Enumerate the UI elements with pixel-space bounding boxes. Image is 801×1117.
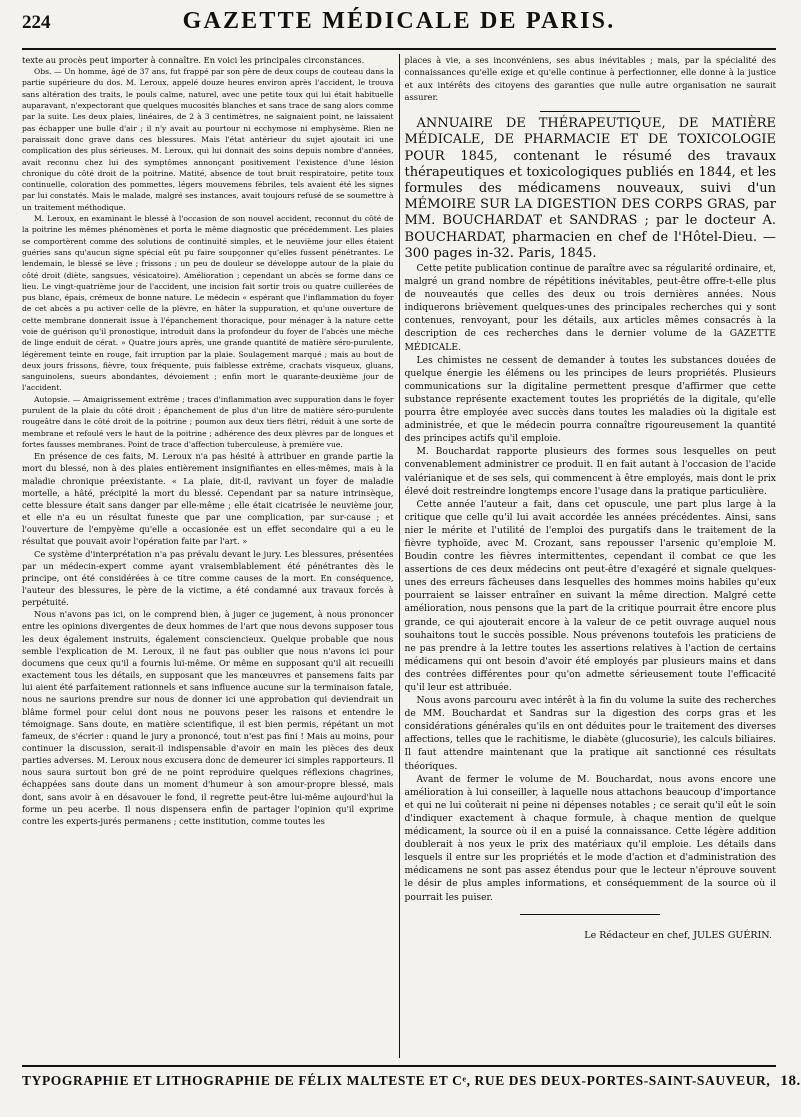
right-paragraph-2: Les chimistes ne cessent de demander à toutes les substances douées de quelque énergie les élémens ou les principes de leurs propriétés. Plusieurs communications sur la digitaline permettent presque d'affirmer que cette substance représente exactement toutes les propriétés de la digitale, qu'elle pourra être employée avec succès dans toutes les maladies où la digitale est administrée, et que le médecin pourra connaître rigoureusement la quantité des principes actifs qu'il emploie. [404,354,776,445]
columns [22,54,776,1058]
right-prelude-paragraph: places à vie, a ses inconvéniens, ses abus inévitables ; mais, par la spécialité des connaissances qu'elle exige et qu'elle continue à perfectionner, elle donne à la justice et aux intérêts des citoyens des garanties que nulle autre organisation ne saurait assurer. [404,55,776,102]
page-number: 224 [22,12,51,33]
right-column [399,54,777,1058]
masthead [22,8,776,50]
left-paragraph-3: M. Leroux, en examinant le blessé à l'occasion de son nouvel accident, reconnut du côté de la poitrine les mêmes phénomènes et porta le même diagnostic que précédemment. Les plaies se comportèrent comme des solutions de continuité simples, et le neuvième jour elles étaient guéries sans qu'aucun signe spécial eût pu faire soupçonner qu'elles fussent pénétrantes. Le lendemain, le blessé se lève ; frissons ; un peu de douleur se développe autour de la plaie du côté droit (diète, sangsues, vésicatoire). Amélioration ; cependant un abcès se forme dans ce lieu. Le vingt-quatrième jour de l'accident, une incision fait sortir trois ou quatre cuillerées de pus blanc, épais, crémeux de bonne nature. Le médecin « espérant que l'inflammation du foyer de cet abcès a pu activer celle de la plèvre, en hâter la suppuration, et qu'une ouverture de cette membrane donnerait issue à l'épanchement thoracique, pour ménager à la nature cette voie de guérison qu'il pronostique, introduit dans la profondeur du foyer de l'abcès une mèche de linge enduit de cérat. » Quatre jours après, une grande quantité de matière séro-purulente, légèrement teinte en rouge, fait irruption par la plaie. Soulagement marqué ; mais au bout de deux jours frissons, fièvre, toux fréquente, puis faiblesse extrême, crachats visqueux, gluans, sanguinolens, sueurs abondantes, dévoiement ; enfin mort le quarante-deuxième jour de l'accident. [22,214,394,393]
left-column [22,54,399,1058]
observation-paragraph: Obs. — Un homme, âgé de 37 ans, fut frappé par son père de deux coups de couteau dans la partie supérieure du dos. M. Leroux, appelé douze heures environ après l'accident, le trouva sans altération des traits, le pouls calme, naturel, avec une petite toux qui lui était habituelle auparavant, n'expectorant que quelques mucosités blanches et sans trace de sang alors comme par la suite. Les deux plaies, linéaires, de 2 à 3 centimètres, ne saignaient point, ne laissaient pas échapper une bulle d'air ; il n'y avait au pourtour ni ecchymose ni emphysème. Rien ne paraissait donc grave dans ces blessures. Mais l'état antérieur du sujet ajoutait ici une complication des plus sérieuses. M. Leroux, qui lui donnait des soins depuis nombre d'années, avait reconnu chez lui des symptômes annonçant positivement l'existence d'une lésion chronique du côté droit de la poitrine. Matité, absence de tout bruit respiratoire, petite toux continuelle, coloration des pommettes, légers mouvemens fébriles, tels avaient été les signes par lui constatés. Mais le malade, malgré ses instances, avait toujours refusé de se soumettre à un traitement méthodique. [22,67,394,212]
right-paragraph-1: Cette petite publication continue de paraître avec sa régularité ordinaire, et, malgré un grand nombre de répétitions inévitables, peut-être offre-t-elle plus de nouveautés que celles des deux ou trois dernières années. Nous indiquerons brièvement quelques-unes des principales recherches qui y sont contenues, renvoyant, pour les détails, aux articles mêmes consacrés à la description de ces recherches dans le dernier volume de la GAZETTE MÉDICALE. [404,263,776,353]
newspaper-title: GAZETTE MÉDICALE DE PARIS. [182,8,616,34]
section-divider [540,111,640,112]
right-paragraph-6: Avant de fermer le volume de M. Bouchardat, nous avons encore une amélioration à lui conseiller, à laquelle nous attachons beaucoup d'importance et qui ne lui coûterait ni peine ni dépenses notables ; ce serait qu'il eût le soin d'indiquer exactement à chaque formule, à chaque mention de quelque médicament, la source où il en a puisé la connaissance. Cette légère addition doublerait à nos yeux le prix des matériaux qu'il emploie. Les détails dans lesquels il entre sur les propriétés et le mode d'action et d'administration des médicamens ne sont pas assez étendus pour que le lecteur n'éprouve souvent le désir de plus amples informations, et conséquemment de la source où il pourrait les puiser. [404,773,776,903]
printer-footer [22,1065,801,1090]
closing-divider [520,914,660,915]
left-paragraph-7: Nous n'avons pas ici, on le comprend bien, à juger ce jugement, à nous prononcer entre les opinions divergentes de deux hommes de l'art que nous devons supposer tous les deux également instruits, également consciencieux. Quelque probable que nous semble l'explication de M. Leroux, il ne faut pas oublier que nous n'avons ici pour documens que ceux qu'il a fournis lui-même. Or même en supposant qu'il ait recueilli exactement tous les détails, en supposant que les manœuvres et pansemens faits par lui aient été parfaitement rationnels et sans influence aucune sur la terminaison fatale, nous ne saurions prendre sur nous de donner ici une approbation qui deviendrait un blâme formel pour celui dont nous ne pouvons peser les raisons et entendre le témoignage. Sans doute, en matière scientifique, il est bien permis, répétant un mot fameux, de s'écrier : quand le jury a prononcé, tout n'est pas fini ! Mais au moins, pour continuer la discussion, serait-il indispensable d'avoir en main les pièces des deux parties adverses. M. Leroux nous excusera donc de demeurer ici simples rapporteurs. Il nous saura surtout bon gré de ne point reproduire quelques réflexions chagrines, échappées sans doute dans un moment d'humeur à son amour-propre blessé, mais dont, sans avoir à en désavouer le fond, il regrette peut-être lui-même aujourd'hui la forme un peu acerbe. Il nous dispensera enfin de partager l'opinion qu'il exprime contre les experts-jurés permanens ; cette institution, comme toutes les [22,609,394,826]
editor-signature: Le Rédacteur en chef, JULES GUÉRIN. [584,929,772,941]
left-paragraph-6: Ce système d'interprétation n'a pas prévalu devant le jury. Les blessures, présentées par un médecin-expert comme ayant vraisemblablement été pénétrantes dès le principe, ont été considérées à ce titre comme causes de la mort. En conséquence, l'auteur des blessures, le père de la victime, a été condamné aux travaux forcés à perpétuité. [22,548,394,608]
footer-number: 18. [780,1073,801,1089]
review-heading: ANNUAIRE DE THÉRAPEUTIQUE, DE MATIÈRE MÉDICALE, DE PHARMACIE ET DE TOXICOLOGIE POUR 1845, contenant le résumé des travaux thérapeutiques et toxicologiques publiés en 1844, et les formules des médicamens nouveaux, suivi d'un MÉMOIRE SUR LA DIGESTION DES CORPS GRAS, par MM. BOUCHARDAT et SANDRAS ; par le docteur A. BOUCHARDAT, pharmacien en chef de l'Hôtel-Dieu. — 300 pages in-32. Paris, 1845. [404,116,776,261]
right-paragraph-5: Nous avons parcouru avec intérêt à la fin du volume la suite des recherches de MM. Bouchardat et Sandras sur la digestion des corps gras et les considérations générales qu'ils en ont déduites pour le traitement des diverses affections, telles que le rachitisme, le diabète (glucosurie), les calculs biliaires. Il faut attendre maintenant que la pratique ait sanctionné ces résultats théoriques. [404,695,776,772]
left-paragraph-1: texte au procès peut importer à connaître. En voici les principales circonstances. [22,55,365,65]
right-paragraph-3: M. Bouchardat rapporte plusieurs des formes sous lesquelles on peut convenablement administrer ce produit. Il en fait autant à l'occasion de l'acide valérianique et de ses sels, qui commencent à être employés, mais dont le prix élevé doit restreindre longtemps encore l'usage dans la pratique particulière. [404,446,776,497]
right-paragraph-4: Cette année l'auteur a fait, dans cet opuscule, une part plus large à la critique que celle qu'il lui avait accordée les années précédentes. Ainsi, sans nier le mérite et l'utilité de l'emploi des purgatifs dans le traitement de la fièvre typhoïde, avec M. Crozant, sans repousser l'arsenic qu'emploie M. Boudin contre les fièvres intermittentes, cependant il combat ce que les assertions de ces deux médecins ont peut-être d'exagéré et signale quelques-unes des erreurs fâcheuses dans lesquelles des hommes moins habiles qu'eux pourraient se laisser entraîner en suivant la même direction. Malgré cette amélioration, nous pensons que la part de la critique pourrait être encore plus grande, ce qui ajouterait encore à la valeur de ce petit ouvrage auquel nous souhaitons tout le succès possible. Nous prévenons toutefois les praticiens de ne pas prendre à la lettre toutes les assertions relatives à l'action de certains médicamens qui ont besoin d'avoir été employés par plusieurs mains et dans des contrées différentes pour qu'on admette sérieusement toute l'efficacité qu'il leur est attribuée. [404,498,776,694]
left-paragraph-5: En présence de ces faits, M. Leroux n'a pas hésité à attribuer en grande partie la mort du blessé, non à des plaies entièrement insignifiantes en elles-mêmes, mais à la maladie chronique préexistante. « La plaie, dit-il, ravivant un foyer de maladie mortelle, a hâté, précipité la mort du blessé. Cependant par sa nature intrinsèque, cette blessure était sans danger par elle-même ; elle était cicatrisée le neuvième jour, et elle n'a eu un résultat funeste que par une complication, par sur-cause ; et l'ouverture de l'empyème qu'elle a occasionée est un effet secondaire qui a eu le résultat que pouvait avoir l'opération faite par l'art. » [22,451,394,547]
autopsie-paragraph: Autopsie. — Amaigrissement extrême ; traces d'inflammation avec suppuration dans le foyer purulent de la plaie du côté droit ; épanchement de plus d'un litre de matière séro-purulente rougeâtre dans le côté droit de la poitrine ; poumon aux deux tiers flétri, réduit à une sorte de membrane et refoulé vers le haut de la poitrine ; adhérence des deux plèvres par de longues et fortes fausses membranes. Point de trace d'affection tuberculeuse, à première vue. [22,394,394,449]
printer-imprint: TYPOGRAPHIE ET LITHOGRAPHIE DE FÉLIX MALTESTE ET Cᵉ, RUE DES DEUX-PORTES-SAINT-SAUVEUR, [22,1073,771,1088]
